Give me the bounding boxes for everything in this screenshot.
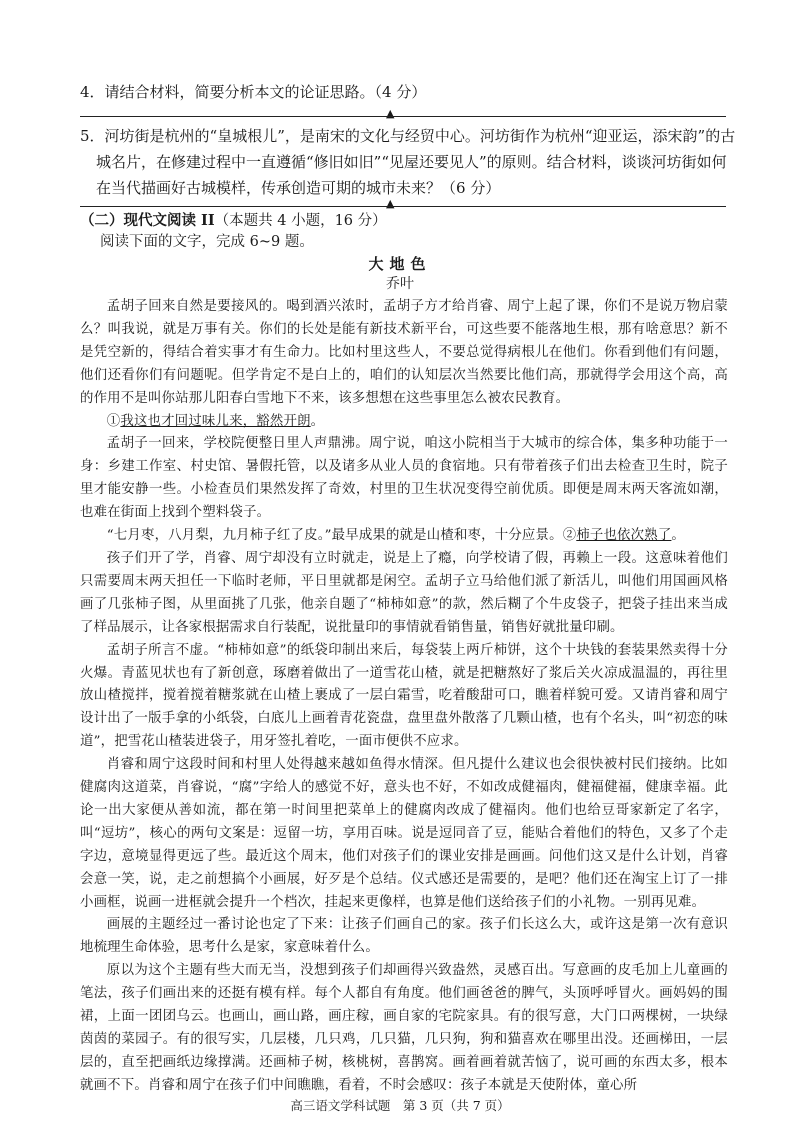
section-title-rest: （本题共 4 小题，16 分）: [214, 213, 387, 229]
marker-2: ②: [562, 528, 577, 544]
paragraph-7: 肖睿和周宁这段时间和村里人处得越来越如鱼得水情深。但凡提什么建议也会很快被村民们接纳。比如健腐肉这道菜，肖睿说，“腐”字给人的感觉不好，意头也不好，不如改成健福肉，健福健福，健康幸福。此论一出大家便从善如流，都在第一时间里把菜单上的健腐肉改成了健福肉。他们也给豆哥家新定了名字，叫“逗坊”，核心的两句文案是：逗留一坊，享用百味。说是逗同音了豆，能贴合着他们的特色，又多了个走字边，意境显得更远了些。最近这个周末，他们对孩子们的课业安排是画画。问他们这又是什么计划，肖睿会意一笑，说，走之前想搞个小画展，好歹是个总结。仪式感还是需要的，是吧？他们还在淘宝上订了一排小画框，说画一进框就会提升一个档次，挂起来更像样，也算是他们送给孩子们的小礼物。一别再见难。: [80, 757, 728, 910]
article-author: 乔叶: [386, 276, 414, 292]
paragraph-3: 孟胡子一回来，学校院便整日里人声鼎沸。周宁说，咱这小院相当于大城市的综合体，集多种功能于一身：乡建工作室、村史馆、暑假托管，以及诸多从业人员的食宿地。只有带着孩子们出去检查卫生时，院子里才能安静一些。小检查员们果然发挥了奇效，村里的卫生状况变得空前优质。即便是周末两天客流如潮，也难在街面上找到个塑料袋子。: [80, 436, 728, 521]
question-5: [80, 123, 740, 201]
marker-1: ①: [106, 413, 121, 429]
answer-marker-q5: ▲: [386, 197, 395, 210]
paragraph-9: 原以为这个主题有些大而无当，没想到孩子们却画得兴致盎然，灵感百出。写意画的皮毛加上儿童画的笔法，孩子们画出来的还挺有模有样。每个人都自有角度。他们画爸爸的脾气，头顶呼呼冒火。画妈妈的围裙，上面一团团乌云。也画山，画山路，画庄稼，画自家的宅院家具。有的很写意，大门口两棵树，一块绿茵茵的菜园子。有的很写实，几层楼，几只鸡，几只猫，几只狗，狗和猫喜欢在哪里出没。还画梯田，一层层的，直至把画纸边缘撑满。还画柿子树，核桃树，喜鹊窝。画着画着就苦恼了，说可画的东西太多，根本就画不下。肖睿和周宁在孩子们中间瞧瞧，看着，不时会感叹：孩子本就是天使附体，童心所: [80, 963, 728, 1093]
paragraph-5: 孩子们开了学，肖睿、周宁却没有立时就走，说是上了瘾，向学校请了假，再赖上一段。这意味着他们只需要周末两天担任一下临时老师，平日里就都是闲空。孟胡子立马给他们派了新活儿，叫他们用国画风格画了几张柿子图，从里面挑了几张，他亲自题了“柿柿如意”的款，然后糊了个牛皮袋子，把袋子挂出来当成了样品展示，让各家根据需求自行装配，说批量印的事情就看销售量，销售好就批量印刷。: [80, 550, 728, 635]
question-5-line-2: 城名片，在修建过程中一直遵循“修旧如旧”“见屋还要见人”的原则。结合材料，谈谈河坊街如何: [96, 153, 727, 171]
question-5-line-1: 5．河坊街是杭州的“皇城根儿”，是南宋的文化与经贸中心。河坊街作为杭州“迎亚运，添宋韵”的古: [80, 127, 736, 145]
answer-line-q4: [80, 116, 726, 117]
underlined-sentence-1: 我这也才回过味儿来，豁然开朗: [120, 413, 311, 429]
underlined-sentence-2: 柿子也依次熟了: [576, 528, 672, 544]
paragraph-2-end: 。: [310, 413, 325, 429]
paragraph-4-text: “七月枣，八月梨，九月柿子红了皮。”最早成果的就是山楂和枣，十分应景。: [106, 528, 563, 544]
article-body: [80, 296, 728, 1098]
paragraph-2: [80, 411, 728, 434]
section-instruction: 阅读下面的文字，完成 6~9 题。: [100, 234, 314, 250]
section-title: [80, 210, 387, 232]
paragraph-1: 孟胡子回来自然是要接风的。喝到酒兴浓时，孟胡子方才给肖睿、周宁上起了课，你们不是说万物启蒙么？叫我说，就是万事有关。你们的长处是能有新技术新平台，可这些要不能落地生根，那有啥意思？新不是凭空新的，得结合着实事才有生命力。比如村里这些人，不要总觉得病根儿在他们。你看到他们有问题，他们还看你们有问题呢。但学肯定不是白上的，咱们的认知层次当然要比他们高，那就得学会用这个高，高的作用不是叫你站那儿阳春白雪地下不来，该多想想在这些事里怎么被农民教育。: [80, 299, 728, 406]
paragraph-8: 画展的主题经过一番讨论也定了下来：让孩子们画自己的家。孩子们长这么大，或许这是第一次有意识地梳理生命体验，思考什么是家，家意味着什么。: [80, 917, 728, 956]
question-4-text: 4．请结合材料，简要分析本文的论证思路。（4 分）: [80, 83, 427, 101]
paragraph-4: [80, 525, 728, 548]
question-5-line-3: 在当代描画好古城模样，传承创造可期的城市未来？（6 分）: [96, 179, 501, 197]
answer-marker-q4: ▲: [386, 107, 395, 120]
paragraph-6: 孟胡子所言不虚。“柿柿如意”的纸袋印制出来后，每袋装上两斤柿饼，这个十块钱的套装果然卖得十分火爆。青蓝见状也有了新创意，琢磨着做出了一道雪花山楂，就是把糖熬好了浆后关火凉成温温的，再往里放山楂搅拌，搅着搅着糖浆就在山楂上裹成了一层白霜雪，吃着酸甜可口，瞧着样貌可爱。又请肖睿和周宁设计出了一版手拿的小纸袋，白底儿上画着青花瓷盘，盘里盘外散落了几颗山楂，也有个名头，叫“初恋的味道”，把雪花山楂装进袋子，用牙签扎着吃，一面市便供不应求。: [80, 642, 728, 750]
question-4: [80, 79, 740, 105]
page-footer: 高三语文学科试题 第 3 页（共 7 页）: [290, 1098, 510, 1113]
section-title-bold: （二）现代文阅读 II: [80, 212, 215, 229]
article-title: 大地色: [368, 255, 432, 273]
paragraph-4-end: 。: [671, 528, 686, 544]
answer-line-q5: [80, 206, 726, 207]
